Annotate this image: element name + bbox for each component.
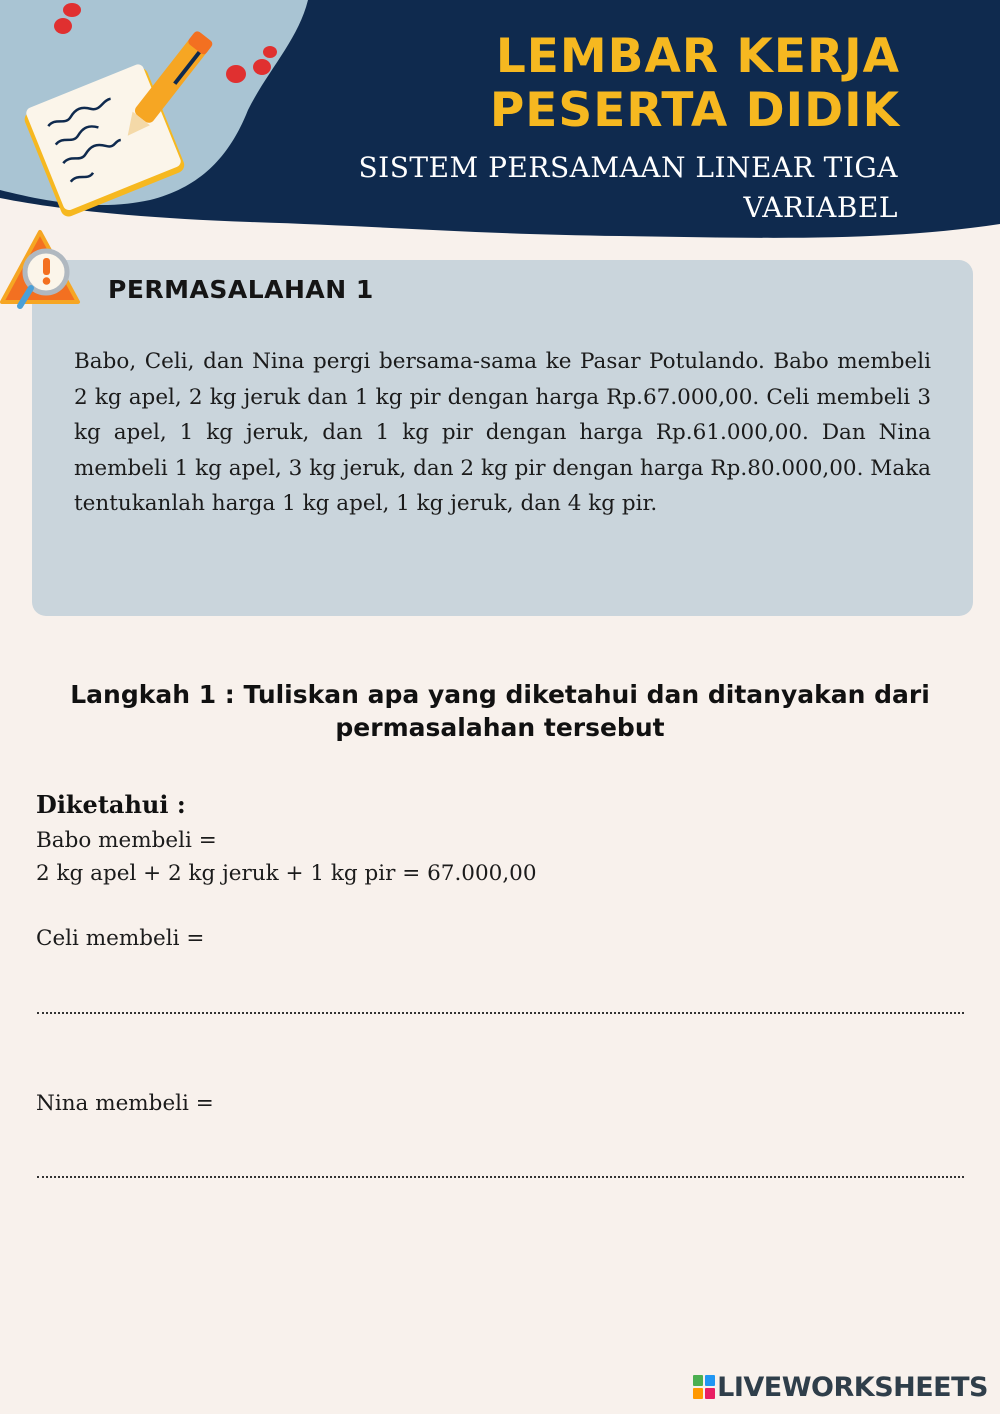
worksheet-subtitle: SISTEM PERSAMAAN LINEAR TIGA VARIABEL (358, 151, 898, 224)
known-label: Diketahui : (36, 790, 186, 819)
problem-title: PERMASALAHAN 1 (108, 275, 374, 304)
celi-label: Celi membeli = (36, 926, 205, 951)
nina-label: Nina membeli = (36, 1091, 214, 1116)
nina-answer-field[interactable] (37, 1174, 964, 1178)
problem-text: Babo, Celi, dan Nina pergi bersama-sama ke Pasar Potulando. Babo membeli 2 kg apel, 2 kg jeruk dan 1 kg pir dengan harga Rp.67.000,00. Celi membeli 3 kg apel, 1 kg jeruk, dan 1 kg pir dengan harga Rp.61.000,00. Dan Nina membeli 1 kg apel, 3 kg jeruk, dan 2 kg pir dengan harga Rp.80.000,00. Maka tentukanlah harga 1 kg apel, 1 kg jeruk, dan 4 kg pir. (74, 349, 931, 516)
celi-answer-field[interactable] (37, 1010, 964, 1014)
babo-label: Babo membeli = (36, 828, 217, 853)
liveworksheets-brand: LIVEWORKSHEETS (717, 1371, 988, 1403)
liveworksheets-logo-icon (693, 1375, 715, 1399)
warning-magnifier-icon (0, 228, 100, 320)
worksheet-title: LEMBAR KERJA PESERTA DIDIK (489, 29, 900, 138)
liveworksheets-logo (693, 1372, 988, 1402)
step-1-title: Langkah 1 : Tuliskan apa yang diketahui dan ditanyakan dari permasalahan tersebut (70, 680, 930, 742)
babo-equation: 2 kg apel + 2 kg jeruk + 1 kg pir = 67.000,00 (36, 861, 537, 886)
